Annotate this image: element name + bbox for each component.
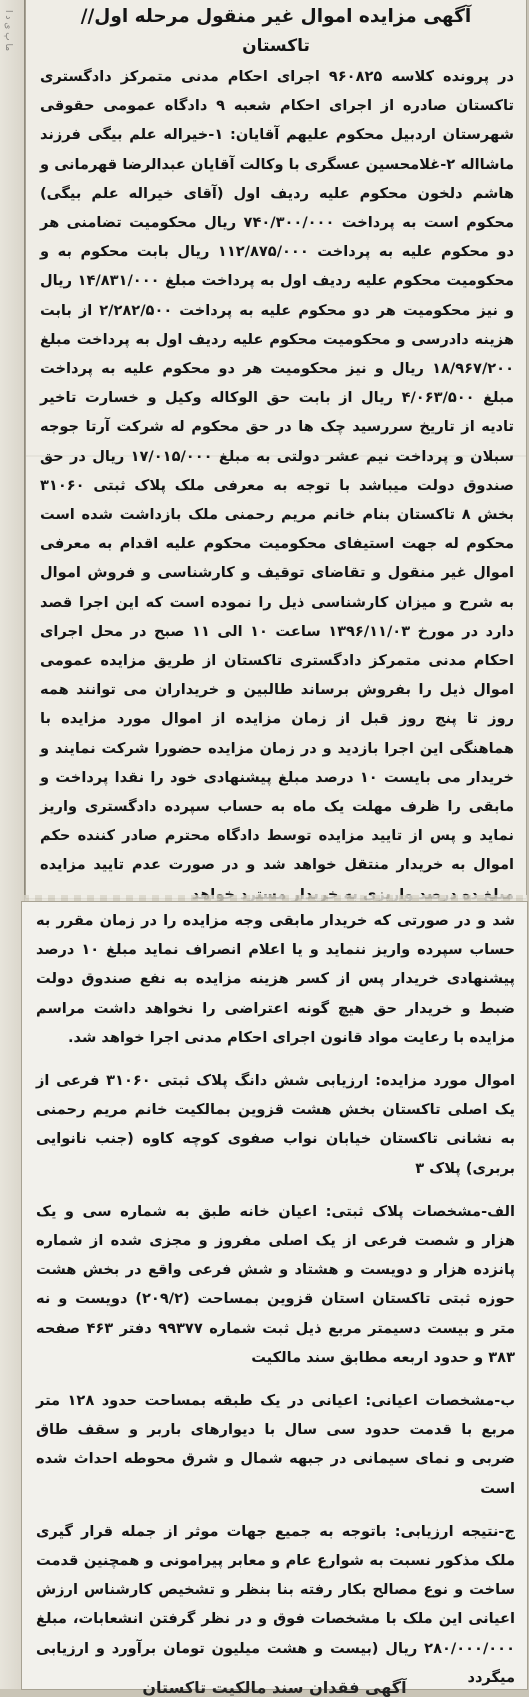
notice-body-paragraph: در پرونده کلاسه ۹۶۰۸۲۵ اجرای احکام مدنی متمرکز دادگستری تاکستان صادره از اجرای احکام شعبه ۹ دادگاه عمومی حقوقی شهرستان اردبیل محکوم علیهم آقایان: ۱-خیراله علم بیگی فرزند ماشااله ۲-غلامحسین عسگری با وکالت آقایان عبدالرضا قهرمانی و هاشم دلخون محکوم علیه ردیف اول (آقای خیراله علم بیگی) محکوم است به پرداخت ۷۴۰/۳۰۰/۰۰۰ ریال محکومیت تضامنی هر دو محکوم علیه به پرداخت ۱۱۲/۸۷۵/۰۰۰ ریال بابت محکوم به و محکومیت محکوم علیه ردیف اول به پرداخت مبلغ ۱۴/۸۳۱/۰۰۰ ریال و نیز محکومیت هر دو محکوم علیه به پرداخت ۲/۲۸۲/۵۰۰ از بابت هزینه دادرسی و محکومیت محکوم علیه ردیف اول به پرداخت مبلغ ۱۸/۹۶۷/۲۰۰ ریال و نیز محکومیت هر دو محکوم علیه به پرداخت مبلغ ۴/۰۶۳/۵۰۰ ریال از بابت حق الوکاله وکیل و خسارت تاخیر تادیه از تاریخ سررسید چک ها در حق محکوم له شرکت آرتا جوجه سبلان و پرداخت نیم عشر دولتی به مبلغ ۱۷/۰۱۵/۰۰۰ ریال در حق صندوق دولت میباشد با توجه به معرفی ملک پلاک ثبتی ۳۱۰۶۰ بخش ۸ تاکستان بنام خانم مریم رحمنی ملک بازداشت شده است محکوم له جهت استیفای محکومیت محکوم علیه اقدام به معرفی اموال غیر منقول و تقاضای توقیف و کارشناسی و فروش اموال به شرح و میزان کارشناسی ذیل را نموده است که این اجرا قصد دارد در مورخ ۱۳۹۶/۱۱/۰۳ ساعت ۱۰ الی ۱۱ صبح در محل اجرای احکام مدنی متمرکز دادگستری تاکستان از طریق مزایده عمومی اموال ذیل را بفروش برساند طالبین و خریداران می توانند همه روز تا پنج روز قبل از زمان مزایده از اموال مورد مزایده با هماهنگی این اجرا بازدید و در زمان مزایده حضورا شرکت نمایند و خریدار می بایست ۱۰ درصد مبلغ پیشنهادی خود را نقدا پرداخت و مابقی را ظرف مهلت یک ماه به حساب سپرده دادگستری واریز نماید و پس از تایید مزایده توسط دادگاه محترم صادر کننده حکم اموال به خریدار منتقل خواهد شد و در صورت عدم تایید مزایده — [40, 68, 515, 874]
auction-property-paragraph: اموال مورد مزایده: ارزیابی شش دانگ پلاک ثبتی ۳۱۰۶۰ فرعی از یک اصلی تاکستان بخش هشت قزوین بمالکیت خانم مریم رحمنی به نشانی تاکستان خیابان نواب صفوی کوچه کاوه (جنب نانوایی بربری) پلاک ۳ — [36, 1072, 516, 1177]
valuation-result-paragraph: ج-نتیجه ارزیابی: باتوجه به جمیع جهات موثر از جمله قرار گیری ملک مذکور نسبت به شوارع عام و معابر پیرامونی و همچنین قدمت ساخت و نوع مصالح بکار رفته بنا بنظر و تشخیص کارشناس ارزش اعیانی این ملک با مشخصات فوق و در نظر گرفتن انشعابات، مبلغ ۲۸۰/۰۰۰/۰۰۰ ریال (بیست و هشت میلیون تومان برآورد و ارزیابی میگردد — [36, 1522, 515, 1686]
next-notice-heading-cut: آگهی فقدان سند مالکیت تاکستان — [142, 1678, 407, 1697]
notice-continuation-paragraph: شد و در صورتی که خریدار مابقی وجه مزایده را در زمان مقرر به حساب سپرده واریز ننماید و یا اعلام انصراف نماید مبلغ ۱۰ درصد پیشنهادی خریدار پس از کسر هزینه مزایده به نفع صندوق دولت ضبط و خریدار حق هیچ گونه اعتراضی را نخواهد داشت مراسم مزایده با رعایت مواد قانون اجرای احکام مدنی اجرا خواهد شد. — [36, 912, 515, 1046]
paper-fold-line — [26, 455, 526, 457]
notice-clipping-bottom — [22, 902, 527, 1697]
adjacent-column-fragment: ما پ ی د ا — [3, 10, 13, 52]
registry-details-paragraph: الف-مشخصات پلاک ثبتی: اعیان خانه طبق به شماره سی و یک هزار و شصت فرعی از یک اصلی مفروز و مجزی شده از شماره پانزده هزار و دویست و هشتاد و شش فرعی واقع در بخش هشت حوزه ثبتی تاکستان استان قزوین بمساحت (۲۰۹/۲) دویست و نه متر و بیست دسیمتر مربع ذیل ثبت شماره ۹۹۳۷۷ دفتر ۴۶۳ صفحه ۳۸۳ و حدود اربعه مطابق سند مالکیت — [36, 1202, 516, 1366]
notice-clipping-top — [26, 0, 526, 898]
building-details-paragraph: ب-مشخصات اعیانی: اعیانی در یک طبقه بمساحت حدود ۱۲۸ متر مربع با قدمت حدود سی سال با دیوارهای باربر و سقف طاق ضربی و نمای سیمانی در جبهه شمال و شرق محوطه احداث شده است — [36, 1392, 515, 1497]
notice-title: آگهی مزایده اموال غیر منقول مرحله اول// — [80, 6, 472, 27]
notice-subtitle: تاکستان — [242, 36, 310, 56]
